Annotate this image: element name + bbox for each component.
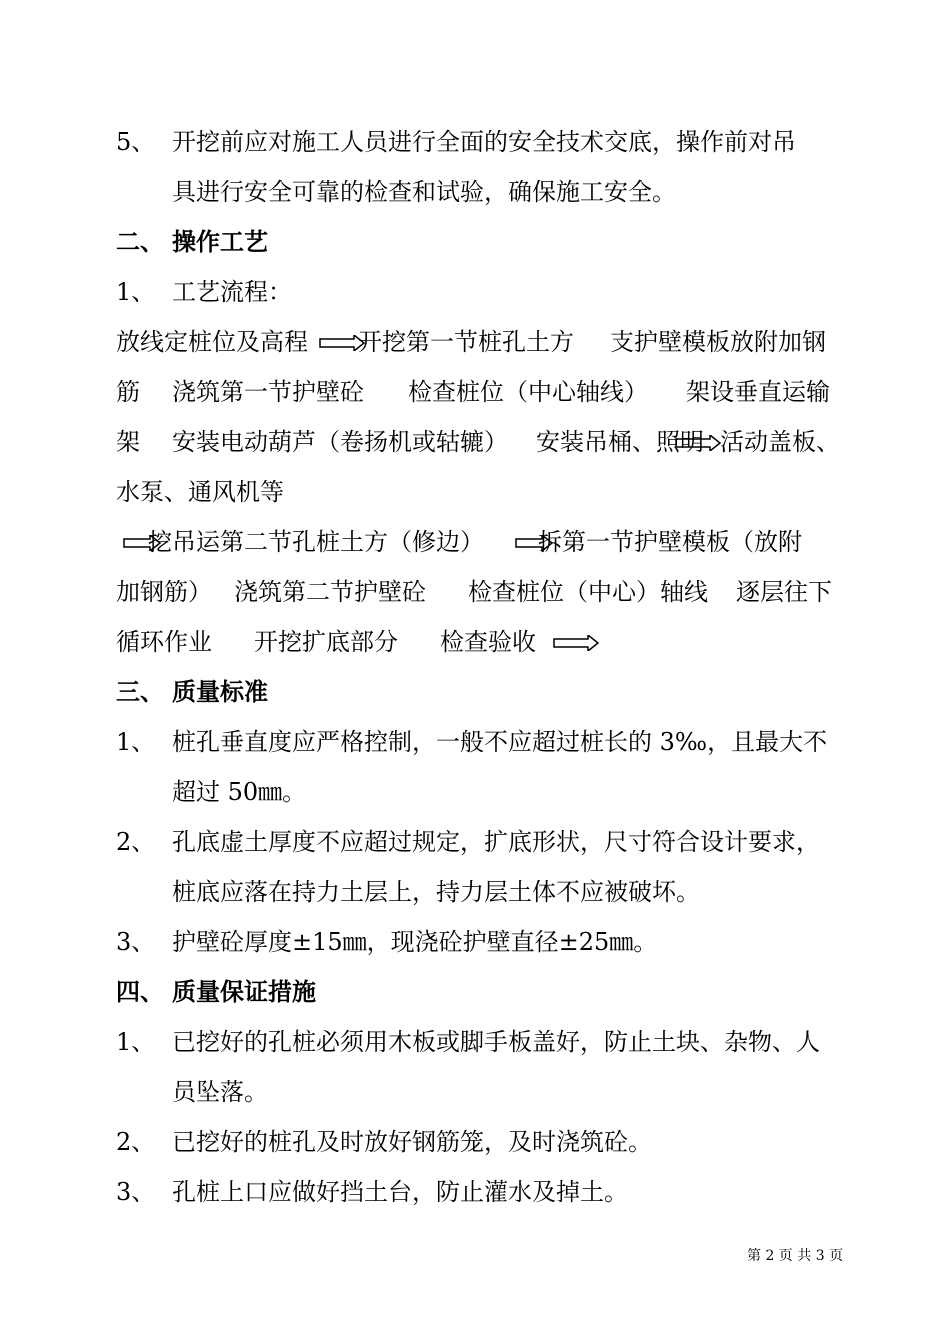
item-number: 2、 [116,828,156,856]
flow-step: 挖吊运第二节孔桩土方（修边） [148,528,484,556]
flow-row [0,627,950,657]
item-text: 桩孔垂直度应严格控制，一般不应超过桩长的 3‰，且最大不 [172,728,828,756]
flow-step: 筋 [116,378,140,406]
section-number: 四、 [116,977,164,1006]
item-number: 1、 [116,1028,156,1056]
flow-step: 拆第一节护壁模板（放附 [538,528,802,556]
item-number: 5、 [116,128,156,156]
item-text: 工艺流程： [172,278,292,306]
flow-row [0,377,950,407]
flow-step: 放线定桩位及高程 [116,328,308,356]
flow-row [0,477,950,507]
section-title: 质量标准 [172,677,268,706]
item-number: 2、 [116,1128,156,1156]
flow-step: 浇筑第二节护壁砼 [234,578,426,606]
item-text: 超过 50㎜。 [172,778,307,806]
item-text: 开挖前应对施工人员进行全面的安全技术交底，操作前对吊 [172,128,796,156]
flow-row [0,527,950,557]
flow-step: 活动盖板、 [720,428,840,456]
flow-arrow-icon [552,635,600,651]
item-text: 孔底虚土厚度不应超过规定，扩底形状，尺寸符合设计要求， [172,828,820,856]
section-title: 操作工艺 [172,227,268,256]
item-text: 孔桩上口应做好挡土台，防止灌水及掉土。 [172,1178,628,1206]
item-text: 已挖好的孔桩必须用木板或脚手板盖好，防止土块、杂物、人 [172,1028,820,1056]
flow-step: 加钢筋） [116,578,212,606]
item-number: 3、 [116,928,156,956]
flow-step: 循环作业 [116,628,212,656]
flow-step: 开挖扩底部分 [254,628,398,656]
section-number: 二、 [116,227,164,256]
flow-step: 检查桩位（中心）轴线 [468,578,708,606]
flow-arrow-icon [674,435,722,451]
flow-row [0,577,950,607]
item-text: 护壁砼厚度±15㎜，现浇砼护壁直径±25㎜。 [172,928,658,956]
item-text: 具进行安全可靠的检查和试验，确保施工安全。 [172,178,676,206]
flow-step: 安装电动葫芦（卷扬机或轱辘） [172,428,508,456]
flow-step: 支护壁模板放附加钢 [610,328,826,356]
flow-row [0,327,950,357]
flow-step: 检查桩位（中心轴线） [408,378,648,406]
flow-step: 逐层往下 [736,578,832,606]
flow-step: 架 [116,428,140,456]
item-number: 3、 [116,1178,156,1206]
flow-step: 检查验收 [440,628,536,656]
item-number: 1、 [116,278,156,306]
item-text: 已挖好的桩孔及时放好钢筋笼，及时浇筑砼。 [172,1128,652,1156]
flow-step: 安装吊桶、照明 [536,428,704,456]
flow-step: 架设垂直运输 [686,378,830,406]
flow-row [0,427,950,457]
flow-step: 开挖第一节桩孔土方 [358,328,574,356]
item-text: 桩底应落在持力土层上，持力层土体不应被破坏。 [172,878,700,906]
flow-step: 水泵、通风机等 [116,478,284,506]
section-number: 三、 [116,677,164,706]
flow-step: 浇筑第一节护壁砼 [172,378,364,406]
item-text: 员坠落。 [172,1078,268,1106]
page-footer: 第 2 页 共 3 页 [747,1248,844,1264]
section-title: 质量保证措施 [172,977,316,1006]
item-number: 1、 [116,728,156,756]
